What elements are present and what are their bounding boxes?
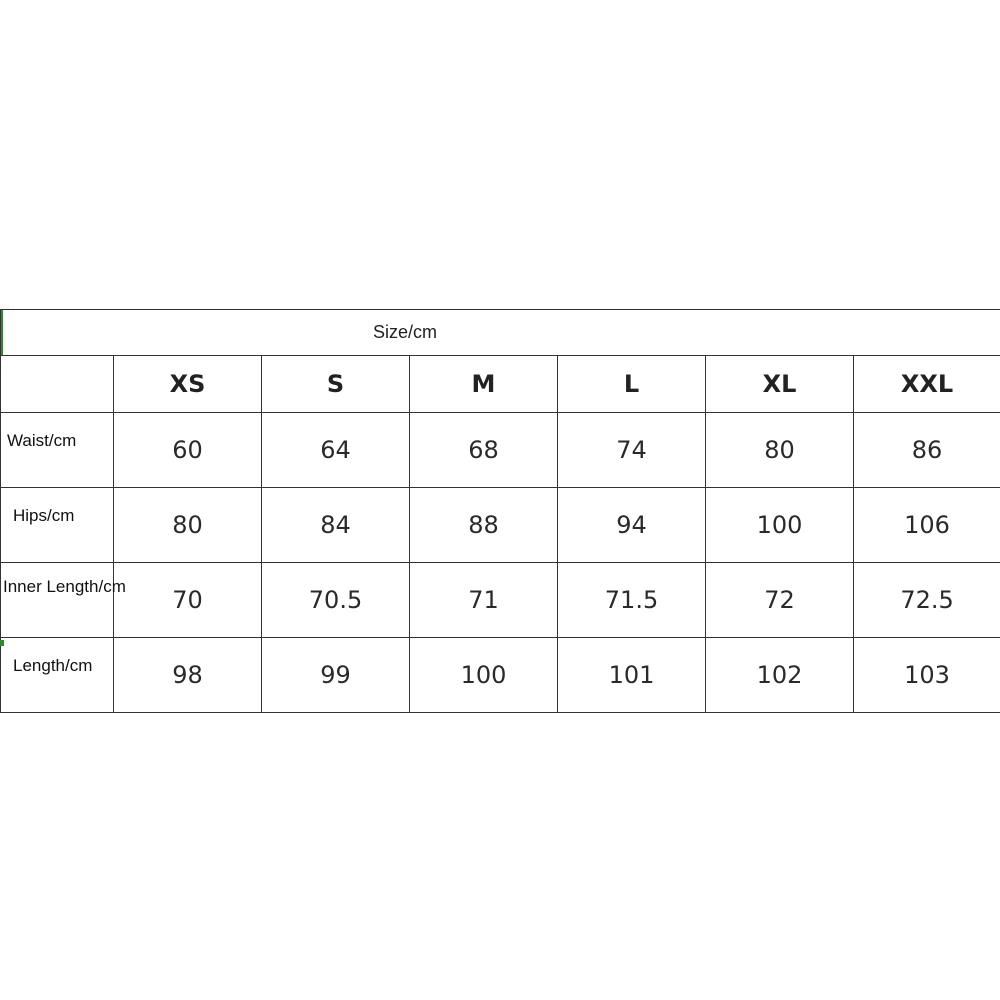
table-cell: 70: [114, 563, 262, 638]
size-header-xl: XL: [706, 356, 854, 413]
size-chart-table: [0, 309, 1000, 713]
size-header-row: [1, 356, 1000, 413]
table-row-length: [1, 638, 1000, 713]
table-cell: 71: [410, 563, 558, 638]
table-cell: 60: [114, 413, 262, 488]
row-label-inner-length: Inner Length/cm: [3, 577, 126, 596]
row-label-cell: [1, 563, 126, 638]
table-cell: 100: [410, 638, 558, 713]
table-cell: 98: [114, 638, 262, 713]
table-title-cell: [1, 310, 1000, 356]
table-cell: 101: [558, 638, 706, 713]
row-label-cell: [1, 488, 114, 563]
table-cell: 68: [410, 413, 558, 488]
table-cell: 103: [854, 638, 1000, 713]
bottom-accent-mark: [0, 640, 4, 646]
table-cell: 64: [262, 413, 410, 488]
table-cell: 94: [558, 488, 706, 563]
row-label-cell: [1, 413, 114, 488]
table-row-inner-length: [1, 563, 1000, 638]
table-cell: 100: [706, 488, 854, 563]
table-cell: 106: [854, 488, 1000, 563]
size-header-l: L: [558, 356, 706, 413]
size-header-m: M: [410, 356, 558, 413]
table-cell: 102: [706, 638, 854, 713]
title-row: [1, 310, 1000, 356]
row-label-cell: [1, 638, 114, 713]
table-cell: 72.5: [854, 563, 1000, 638]
table-cell: 70.5: [262, 563, 410, 638]
table-cell: 86: [854, 413, 1000, 488]
table-cell: 99: [262, 638, 410, 713]
row-label-waist: Waist/cm: [7, 431, 77, 450]
table-title: Size/cm: [373, 322, 438, 342]
row-label-length: Length/cm: [13, 656, 93, 675]
table-row-hips: [1, 488, 1000, 563]
table-cell: 80: [114, 488, 262, 563]
row-label-hips: Hips/cm: [13, 506, 75, 525]
table-cell: 72: [706, 563, 854, 638]
table-cell: 80: [706, 413, 854, 488]
table-cell: 84: [262, 488, 410, 563]
table-row-waist: [1, 413, 1000, 488]
size-header-xxl: XXL: [854, 356, 1000, 413]
table-cell: 71.5: [558, 563, 706, 638]
size-header-xs: XS: [114, 356, 262, 413]
table-cell: 74: [558, 413, 706, 488]
size-header-s: S: [262, 356, 410, 413]
table-cell: 88: [410, 488, 558, 563]
corner-cell: [1, 356, 114, 413]
